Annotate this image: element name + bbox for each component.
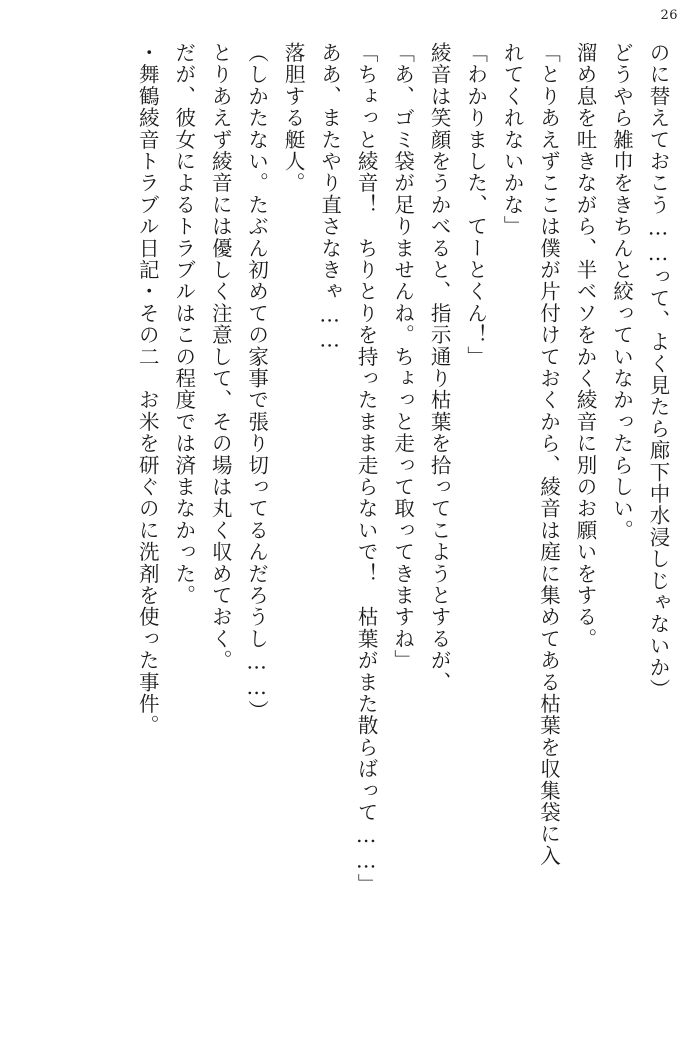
text-line: ああ、またやり直さなきゃ…… bbox=[317, 42, 342, 353]
text-line: 溜め息を吐きながら、半ベソをかく綾音に別のお願いをする。 bbox=[573, 42, 598, 650]
text-line: 「あ、ゴミ袋が足りませんね。ちょっと走って取ってきますね」 bbox=[390, 42, 415, 672]
text-line: ・舞鶴綾音トラブル日記・その二 お米を研ぐのに洗剤を使った事件。 bbox=[135, 42, 160, 737]
text-line: 落胆する艇人。 bbox=[281, 42, 306, 194]
text-line: とりあえず綾音には優しく注意して、その場は丸く収めておく。 bbox=[208, 42, 233, 672]
text-line: どうやら雑巾をきちんと絞っていなかったらしい。 bbox=[609, 42, 634, 542]
text-line: だが、彼女によるトラブルはこの程度では済まなかった。 bbox=[171, 42, 196, 607]
text-line: のに替えておこう……って、よく見たら廊下中水浸しじゃないか） bbox=[646, 42, 670, 700]
text-line: （しかたない。たぶん初めての家事で張り切ってるんだろうし……） bbox=[244, 42, 269, 722]
text-line: 「わかりました、てーとくん！」 bbox=[463, 42, 488, 368]
text-line: 綾音は笑顔をうかべると、指示通り枯葉を拾ってこようとするが、 bbox=[427, 42, 452, 693]
page-number: 26 bbox=[660, 8, 678, 23]
text-line: 「ちょっと綾音！ ちりとりを持ったまま走らないで！ 枯葉がまた散らばって……」 bbox=[354, 42, 379, 896]
page-body-text bbox=[28, 42, 676, 1010]
text-line: れてくれないかな」 bbox=[500, 42, 525, 238]
text-line: 「とりあえずここは僕が片付けておくから、綾音は庭に集めてある枯葉を収集袋に入 bbox=[536, 42, 561, 867]
